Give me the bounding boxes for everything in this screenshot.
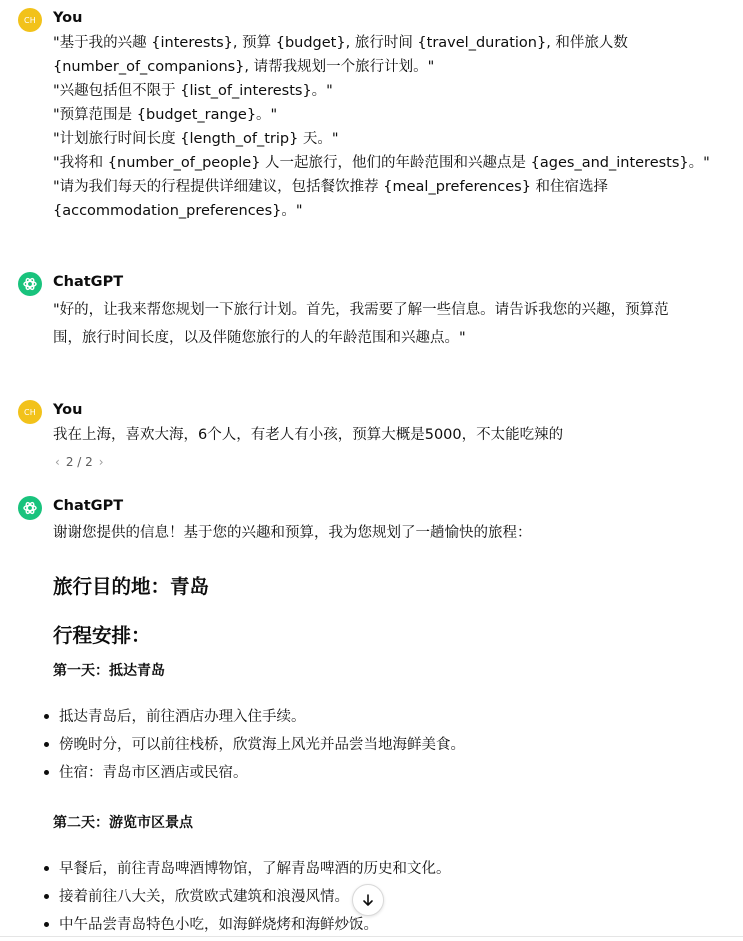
list-item-text: 接着前往八大关，欣赏欧式建筑和浪漫风情。	[59, 889, 349, 905]
pager-label: 2 / 2	[65, 455, 93, 469]
chatgpt-avatar	[18, 272, 42, 296]
user-avatar	[18, 400, 42, 424]
message-author: ChatGPT	[53, 274, 124, 290]
message-line: "预算范围是 {budget_range}。"	[53, 107, 278, 123]
day-heading: 第一天：抵达青岛	[53, 663, 165, 679]
user-avatar-initials: CH	[23, 15, 36, 25]
openai-logo-icon	[22, 276, 38, 292]
list-item-text: 中午品尝青岛特色小吃，如海鲜烧烤和海鲜炒饭。	[59, 917, 378, 933]
schedule-heading: 行程安排：	[53, 624, 151, 647]
message-line: "兴趣包括但不限于 {list_of_interests}。"	[53, 83, 333, 99]
list-item	[44, 705, 306, 729]
message-line: 我在上海，喜欢大海，6个人，有老人有小孩，预算大概是5000，不太能吃辣的	[53, 427, 564, 443]
message-intro: 谢谢您提供的信息！基于您的兴趣和预算，我为您规划了一趟愉快的旅程：	[53, 525, 532, 541]
destination-heading: 旅行目的地：青岛	[53, 575, 210, 598]
list-item-text: 早餐后，前往青岛啤酒博物馆，了解青岛啤酒的历史和文化。	[59, 861, 451, 877]
message-line: {number_of_companions}, 请帮我规划一个旅行计划。"	[53, 59, 435, 75]
bullet	[44, 866, 49, 871]
chevron-right-icon[interactable]: ›	[98, 455, 104, 469]
bullet	[44, 770, 49, 775]
list-item-text: 抵达青岛后，前往酒店办理入住手续。	[59, 709, 306, 725]
message-line: "我将和 {number_of_people} 人一起旅行，他们的年龄范围和兴趣点是 {ages_and_interests}。"	[53, 155, 710, 171]
message-line: "请为我们每天的行程提供详细建议，包括餐饮推荐 {meal_preferences} 和住宿选择	[53, 179, 609, 195]
message-line: 围，旅行时间长度，以及伴随您旅行的人的年龄范围和兴趣点。"	[53, 330, 466, 346]
bullet	[44, 922, 49, 927]
message-line: "计划旅行时间长度 {length_of_trip} 天。"	[53, 131, 339, 147]
bullet	[44, 894, 49, 899]
user-avatar	[18, 8, 42, 32]
chatgpt-avatar	[18, 496, 42, 520]
message-line: "好的，让我来帮您规划一下旅行计划。首先，我需要了解一些信息。请告诉我您的兴趣，预算范	[53, 302, 669, 318]
scroll-to-bottom-button[interactable]	[352, 884, 384, 916]
list-item	[44, 733, 465, 757]
bullet	[44, 714, 49, 719]
message-line: "基于我的兴趣 {interests}, 预算 {budget}, 旅行时间 {travel_duration}, 和伴旅人数	[53, 35, 628, 51]
response-pager	[55, 455, 104, 469]
arrow-down-icon	[361, 893, 375, 907]
chevron-left-icon[interactable]: ‹	[55, 455, 60, 469]
message-line: {accommodation_preferences}。"	[53, 203, 303, 219]
list-item-text: 傍晚时分，可以前往栈桥，欣赏海上风光并品尝当地海鲜美食。	[59, 737, 465, 753]
divider	[0, 936, 743, 937]
bullet	[44, 742, 49, 747]
list-item	[44, 913, 378, 937]
day-heading: 第二天：游览市区景点	[53, 815, 193, 831]
list-item-text: 住宿：青岛市区酒店或民宿。	[59, 765, 248, 781]
message-author: ChatGPT	[53, 498, 124, 514]
list-item	[44, 761, 248, 785]
list-item	[44, 857, 451, 881]
message-author: You	[53, 10, 83, 26]
openai-logo-icon	[22, 500, 38, 516]
message-author: You	[53, 402, 83, 418]
list-item	[44, 885, 349, 909]
user-avatar-initials: CH	[23, 407, 36, 417]
